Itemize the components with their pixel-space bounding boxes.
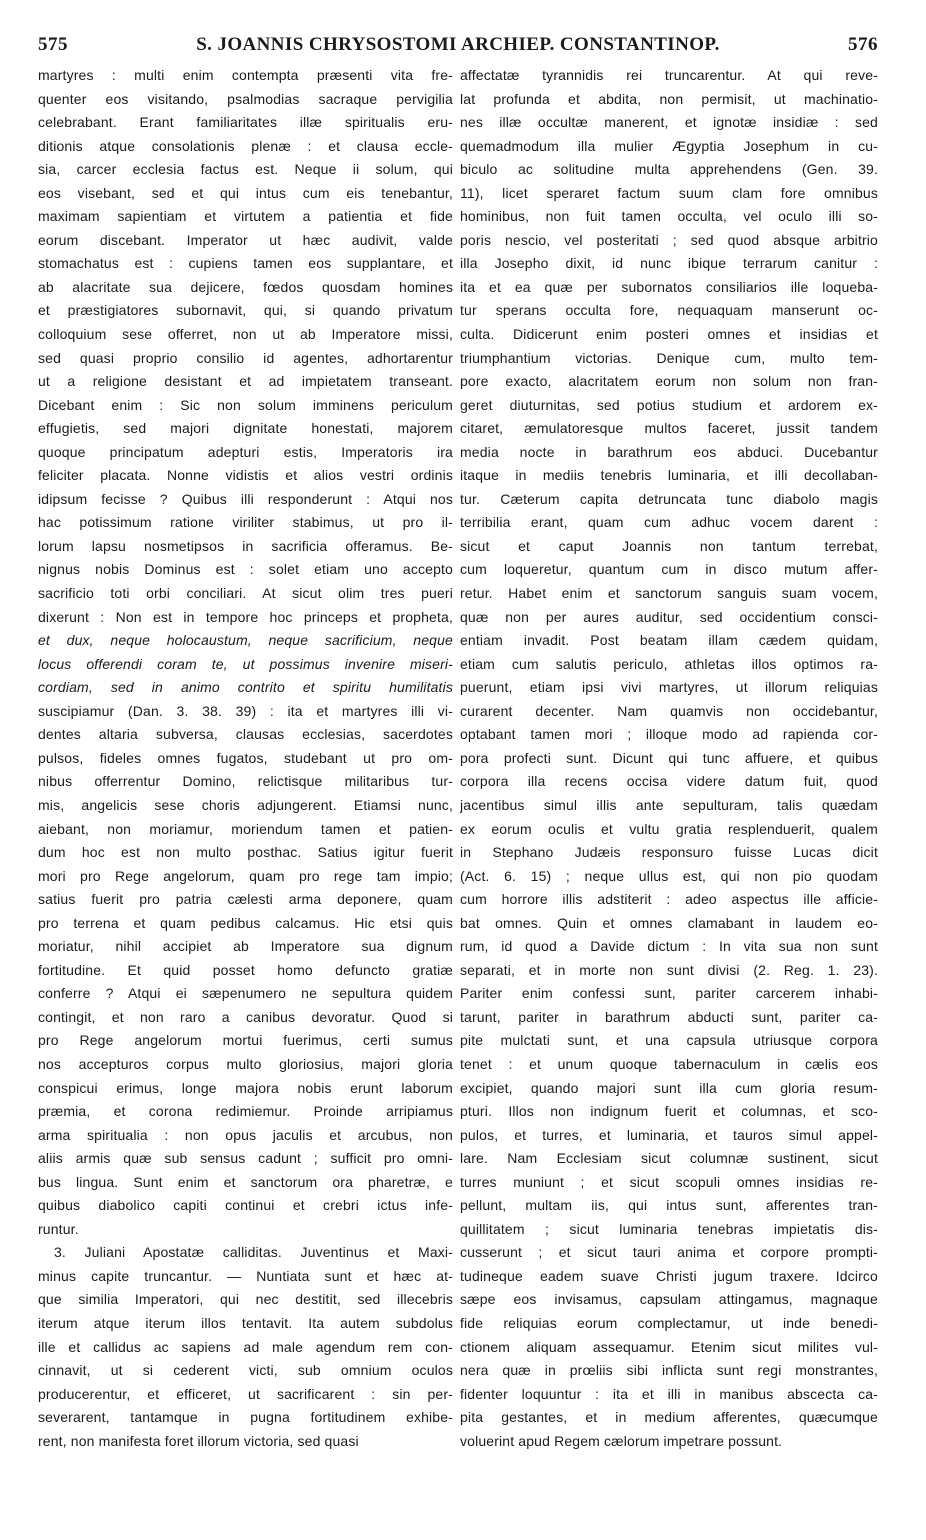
text-line: Dicebant enim : Sic non solum imminens periculum (38, 396, 453, 413)
text-line: 11), licet speraret factum suum clam fore omnibus (460, 184, 878, 201)
text-line: pturi. Illos non indignum fuerit et columnas, et sco- (460, 1103, 878, 1120)
text-line: optabant tamen mori ; illoque modo ad rapienda cor- (460, 726, 878, 743)
text-line: runtur. (38, 1220, 79, 1237)
text-line: pora profecti sunt. Dicunt qui tunc affuere, et quibus (460, 749, 878, 766)
text-line: pulos, et turres, et luminaria, et tauros simul appel- (460, 1126, 878, 1143)
text-line: colloquium sese offerret, non ut ab Imperatore missi, (38, 326, 453, 343)
text-line: culta. Didicerunt enim posteri omnes et insidias et (460, 326, 878, 343)
text-line: affectatæ tyrannidis rei truncarentur. At qui reve- (460, 67, 878, 83)
text-line: sia, carcer ecclesia factus est. Neque ii solum, qui (38, 161, 453, 178)
text-line: rent, non manifesta foret illorum victoria, sed quasi (38, 1432, 359, 1449)
text-line: etiam cum salutis periculo, athletas illos optimos ra- (460, 655, 878, 672)
text-line: triumphantium victorias. Denique cum, multo tem- (460, 349, 878, 366)
text-line: retur. Habet enim et sanctorum sanguis suam vocem, (460, 585, 878, 602)
text-line: cinnavit, ut si cederent victi, sub omnium oculos (38, 1362, 453, 1379)
running-title: S. JOANNIS CHRYSOSTOMI ARCHIEP. CONSTANTINOP. (196, 34, 720, 55)
text-line: eorum discebant. Imperator ut hæc audivit, valde (38, 231, 453, 248)
text-line: mis, angelicis sese choris adjungerent. Etiamsi nunc, (38, 796, 453, 813)
text-line: suscipiamur (Dan. 3. 38. 39) : ita et martyres illi vi- (38, 702, 453, 719)
text-line: contingit, et non raro a canibus devoratur. Quod si (38, 1008, 453, 1025)
text-line: turres muniunt ; et sicut scopuli omnes insidias re- (460, 1173, 878, 1190)
text-line: illa Josepho dixit, id nunc ibique terrarum canitur : (460, 255, 878, 272)
text-line: quemadmodum illa mulier Ægyptia Josephum in cu- (460, 137, 878, 154)
text-line: feliciter placata. Nonne vidistis et alios vestri ordinis (38, 467, 453, 484)
text-line: bat omnes. Quin et omnes clamabant in laudem eo- (460, 914, 878, 931)
text-line: severarent, tantamque in pugna fortitudinem exhibe- (38, 1409, 453, 1426)
text-line: cusserunt ; et sicut tauri anima et corpore prompti- (460, 1244, 878, 1261)
text-line: celebrabant. Erant familiaritates illæ spiritualis eru- (38, 114, 453, 131)
text-line: cordiam, sed in animo contrito et spiritu humilitatis (38, 679, 453, 696)
text-line: sacrificio toti orbi conciliari. At sicut olim tres pueri (38, 585, 453, 602)
text-line: quoque principatum adepturi estis, Imperatoris ira (38, 443, 453, 460)
text-line: ita et ea quæ per subornatos consiliarios ille loqueba- (460, 278, 878, 295)
text-line: ab alacritate sua dejicere, fœdos quosdam homines (38, 278, 453, 295)
text-line: stomachatus est : cupiens tamen eos supplantare, et (38, 255, 453, 272)
text-line: idipsum fecisse ? Quibus illi responderunt : Atqui nos (38, 490, 453, 507)
text-line: jacentibus simul illis ante sepulturam, talis quædam (460, 796, 878, 813)
left-column (38, 64, 453, 1453)
text-line: cum horrore illis adstiterit : adeo aspectus ille afficie- (460, 891, 878, 908)
text-line: fortitudine. Et quid posset homo defuncto gratiæ (38, 961, 453, 978)
text-line: pro terrena et quam pedibus calcamus. Hic etsi quis (38, 914, 453, 931)
text-line: pita gestantes, et in medium afferentes, quæcumque (460, 1409, 878, 1426)
text-line: aliis armis quæ sub sensus cadunt ; sufficit pro omni- (38, 1150, 453, 1167)
text-line: producerentur, et efficeret, ut sacrificarent : sin per- (38, 1385, 453, 1402)
text-line: et dux, neque holocaustum, neque sacrificium, neque (38, 632, 453, 649)
text-line: tudineque eadem suave Christi jugum traxere. Idcirco (460, 1267, 878, 1284)
text-line: pore exacto, alacritatem eorum non solum non fran- (460, 373, 878, 390)
text-line: ditionis atque consolationis plenæ : et clausa eccle- (38, 137, 453, 154)
text-line: fide reliquias eorum complectamur, ut inde benedi- (460, 1314, 878, 1331)
text-line: bus lingua. Sunt enim et sanctorum ora pharetræ, e (38, 1173, 453, 1190)
text-line: hac potissimum ratione viriliter stabimus, ut pro il- (38, 514, 453, 531)
text-line: biculo ac solitudine multa apprehendens (Gen. 39. (460, 161, 878, 178)
text-line: voluerint apud Regem cælorum impetrare possunt. (460, 1432, 783, 1449)
text-line: nera quæ in prœliis sibi inflicta sunt regi monstrantes, (460, 1362, 878, 1379)
text-line: 3. Juliani Apostatæ calliditas. Juventinus et Maxi- (54, 1244, 453, 1261)
right-column (460, 64, 878, 1453)
text-line: poris nescio, vel posteritati ; sed quod absque arbitrio (460, 231, 878, 248)
text-line: effugietis, sed majori dignitate honestati, majorem (38, 420, 453, 437)
text-line: pellunt, multam iis, qui intus sunt, afferentes tran- (460, 1197, 878, 1214)
text-line: Pariter enim confessi sunt, pariter carcerem inhabi- (460, 985, 878, 1002)
text-line: sed quasi proprio consilio id agentes, adhortarentur (38, 349, 453, 366)
text-line: conferre ? Atqui ei sæpenumero ne sepultura quidem (38, 985, 453, 1002)
text-line: corpora illa recens occisa videre datum fuit, quod (460, 773, 878, 790)
text-line: lat profunda et abdita, non permisit, ut machinatio- (460, 90, 878, 107)
text-line: præmia, et corona redimiemur. Proinde arripiamus (38, 1103, 453, 1120)
text-line: cum loqueretur, quantum cum in disco mutum affer- (460, 561, 878, 578)
text-line: terribilia erant, quam cum adhuc vocem darent : (460, 514, 878, 531)
text-line: minus capite truncantur. — Nuntiata sunt et hæc at- (38, 1267, 453, 1284)
text-line: arma spiritualia : non opus jaculis et arcubus, non (38, 1126, 453, 1143)
text-line: fidenter loquuntur : ita et illi in manibus abscecta ca- (460, 1385, 878, 1402)
text-line: pro Rege angelorum mortui fuerimus, certi sumus (38, 1032, 453, 1049)
two-column-body (38, 64, 878, 1453)
text-line: curarent decenter. Nam quamvis non occidebantur, (460, 702, 878, 719)
text-line: eos visebant, sed et qui intus cum eis tenebantur, (38, 184, 453, 201)
text-line: conspicui erimus, longe majora nobis erunt laborum (38, 1079, 453, 1096)
text-line: lare. Nam Ecclesiam sicut columnæ sustinent, sicut (460, 1150, 878, 1167)
text-line: nos accepturos corpus multo gloriosius, majori gloria (38, 1055, 453, 1072)
text-line: ut a religione desistant et ad impietatem transeant. (38, 373, 453, 390)
left-page-number: 575 (38, 34, 68, 55)
text-line: pulsos, fideles omnes fugatos, studebant ut pro om- (38, 749, 453, 766)
text-line: et præstigiatores subornavit, qui, si quando privatum (38, 302, 453, 319)
text-line: ctionem aliquam assequamur. Etenim sicut milites vul- (460, 1338, 878, 1355)
text-line: quibus diabolico capiti continui et crebri ictus infe- (38, 1197, 453, 1214)
text-line: sæpe eos invisamus, capsulam attingamus, magnaque (460, 1291, 878, 1308)
text-line: excipiet, quando majori sunt illa cum gloria resum- (460, 1079, 878, 1096)
text-line: nes illæ occultæ manerent, et ignotæ insidiæ : sed (460, 114, 878, 131)
text-line: satius fuerit pro patria cælesti arma deponere, quam (38, 891, 453, 908)
text-line: tenet : et unum quoque tabernaculum in cælis eos (460, 1055, 878, 1072)
text-line: nibus offerrentur Domino, relictisque militaribus tur- (38, 773, 453, 790)
text-line: mori pro Rege angelorum, quam pro rege tam impio; (38, 867, 453, 884)
text-line: ille et callidus ac sapiens ad male agendum rem con- (38, 1338, 453, 1355)
text-line: puerunt, etiam ipsi vivi martyres, ut illorum reliquias (460, 679, 878, 696)
right-page-number: 576 (848, 34, 878, 55)
text-line: moriatur, nihil accipiet ab Imperatore sua dignum (38, 938, 453, 955)
text-line: sicut et caput Joannis non tantum terrebat, (460, 537, 878, 554)
text-line: itaque in mediis tenebris luminaria, et illi decollaban- (460, 467, 878, 484)
text-line: geret diuturnitas, sed potius studium et ardorem ex- (460, 396, 878, 413)
text-line: quenter eos visitando, psalmodias sacraque pervigilia (38, 90, 453, 107)
text-line: iterum atque iterum illos tentavit. Ita autem subdolus (38, 1314, 453, 1331)
text-line: (Act. 6. 15) ; neque ullus est, qui non pio quodam (460, 867, 878, 884)
text-line: quillitatem ; sicut luminaria tenebras impietatis dis- (460, 1220, 878, 1237)
text-line: locus offerendi coram te, ut possimus invenire miseri- (38, 655, 453, 672)
text-line: tur sperans occulta fore, nequaquam manserunt oc- (460, 302, 878, 319)
running-header (38, 34, 878, 58)
text-line: martyres : multi enim contempta præsenti vita fre- (38, 67, 453, 83)
text-line: ex eorum oculis et vultu gratia resplenduerit, qualem (460, 820, 878, 837)
text-line: entiam invadit. Post beatam illam cædem quidam, (460, 632, 878, 649)
text-line: quæ non per aures auditur, sed occidentium consci- (460, 608, 878, 625)
text-line: lorum lapsu nosmetipsos in sacrificia offeramus. Be- (38, 537, 453, 554)
text-line: rum, id quod a Davide dictum : In vita sua non sunt (460, 938, 878, 955)
text-line: aiebant, non moriamur, moriendum tamen et patien- (38, 820, 453, 837)
text-line: media nocte in barathrum eos abduci. Ducebantur (460, 443, 878, 460)
text-line: dentes altaria subversa, clausas ecclesias, sacerdotes (38, 726, 453, 743)
text-line: in Stephano Judæis responsuro fuisse Lucas dicit (460, 844, 878, 861)
text-line: dum hoc est non multo posthac. Satius igitur fuerit (38, 844, 453, 861)
text-line: citaret, æmulatoresque multos faceret, jussit tandem (460, 420, 878, 437)
text-line: dixerunt : Non est in tempore hoc princeps et propheta, (38, 608, 453, 625)
text-line: tarunt, pariter in barathrum abducti sunt, pariter ca- (460, 1008, 878, 1025)
text-line: pite mulctati sunt, et una capsula utriusque corpora (460, 1032, 878, 1049)
text-line: tur. Cæterum capita detruncata tunc diabolo magis (460, 490, 878, 507)
text-line: maximam sapientiam et virtutem a patientia et fide (38, 208, 453, 225)
text-line: que similia Imperatori, qui nec destitit, sed illecebris (38, 1291, 453, 1308)
text-line: separati, et in morte non sunt divisi (2. Reg. 1. 23). (460, 961, 878, 978)
text-line: hominibus, non fuit tamen occulta, vel oculo illi so- (460, 208, 878, 225)
text-line: nignus nobis Dominus est : solet etiam uno accepto (38, 561, 453, 578)
